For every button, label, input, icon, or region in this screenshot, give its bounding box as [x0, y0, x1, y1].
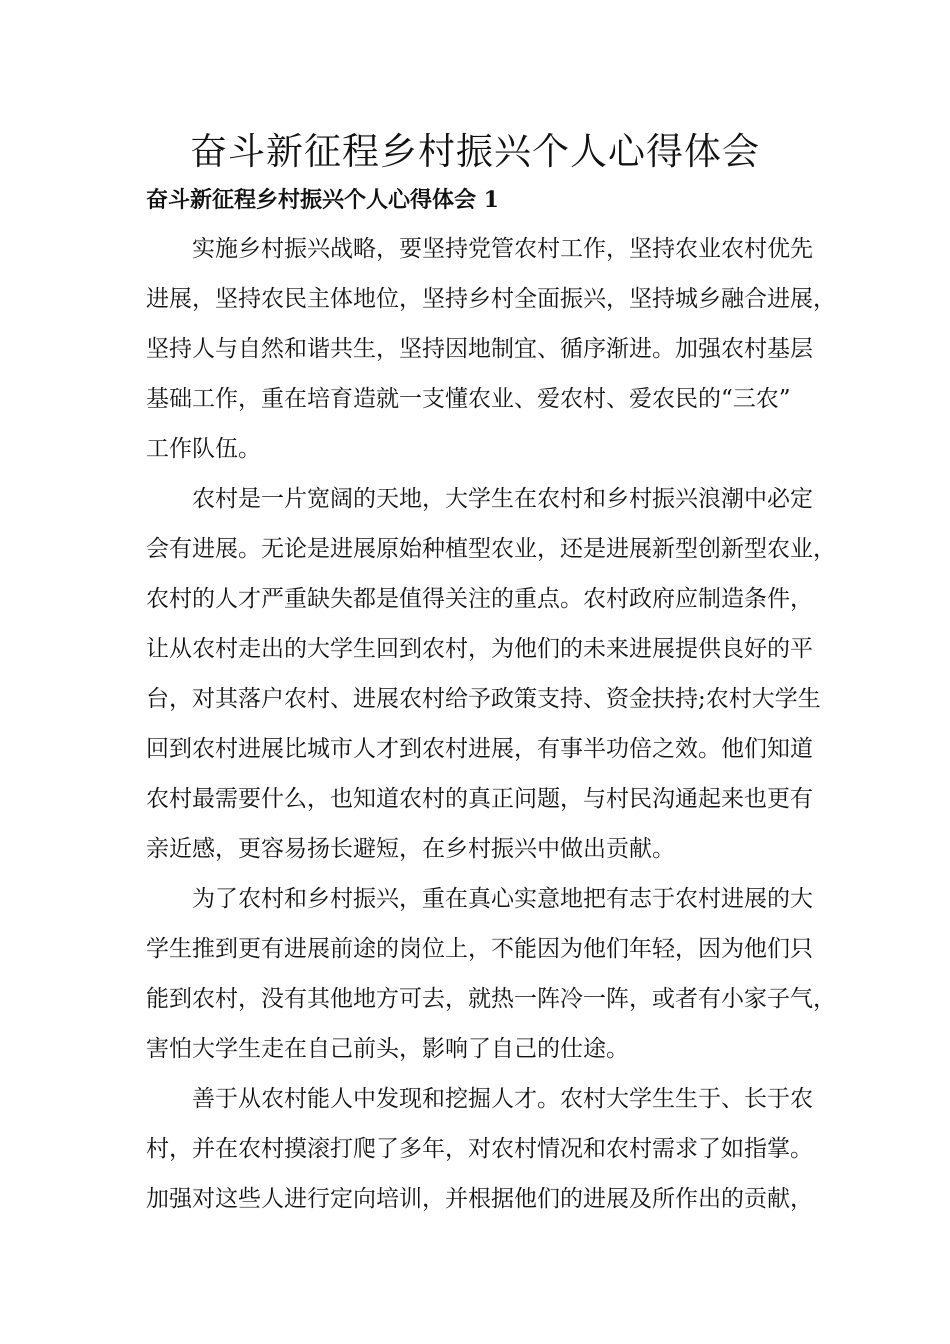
- paragraph-line: 坚持人与自然和谐共生，坚持因地制宜、循序渐进。加强农村基层: [146, 336, 813, 362]
- paragraph-line: 会有进展。无论是进展原始种植型农业，还是进展新型创新型农业，: [146, 536, 836, 562]
- section-heading: 奋斗新征程乡村振兴个人心得体会 1: [146, 187, 499, 213]
- paragraph-line: 农村是一片宽阔的天地，大学生在农村和乡村振兴浪潮中必定: [192, 486, 813, 512]
- paragraph-line: 善于从农村能人中发现和挖掘人才。农村大学生生于、长于农: [192, 1086, 813, 1112]
- paragraph-line: 回到农村进展比城市人才到农村进展，有事半功倍之效。他们知道: [146, 736, 813, 762]
- paragraph-line: 实施乡村振兴战略，要坚持党管农村工作，坚持农业农村优先: [192, 236, 813, 262]
- paragraph-line: 村，并在农村摸滚打爬了多年，对农村情况和农村需求了如指掌。: [146, 1136, 813, 1162]
- paragraph-line: 害怕大学生走在自己前头，影响了自己的仕途。: [146, 1036, 629, 1062]
- paragraph-line: 进展，坚持农民主体地位，坚持乡村全面振兴，坚持城乡融合进展，: [146, 286, 836, 312]
- paragraph-line: 农村最需要什么，也知道农村的真正问题，与村民沟通起来也更有: [146, 786, 813, 812]
- paragraph-line: 为了农村和乡村振兴，重在真心实意地把有志于农村进展的大: [192, 886, 813, 912]
- paragraph-line: 让从农村走出的大学生回到农村，为他们的未来进展提供良好的平: [146, 636, 813, 662]
- paragraph-line: 台，对其落户农村、进展农村给予政策支持、资金扶持;农村大学生: [146, 686, 821, 712]
- paragraph-line: 学生推到更有进展前途的岗位上，不能因为他们年轻，因为他们只: [146, 936, 813, 962]
- paragraph-line: 亲近感，更容易扬长避短，在乡村振兴中做出贡献。: [146, 836, 675, 862]
- paragraph-line: 能到农村，没有其他地方可去，就热一阵冷一阵，或者有小家子气，: [146, 986, 836, 1012]
- paragraph-line: 工作队伍。: [146, 436, 261, 462]
- paragraph-line: 基础工作，重在培育造就一支懂农业、爱农村、爱农民的“三农”: [146, 386, 791, 412]
- paragraph-line: 农村的人才严重缺失都是值得关注的重点。农村政府应制造条件，: [146, 586, 813, 612]
- paragraph-line: 加强对这些人进行定向培训，并根据他们的进展及所作出的贡献，: [146, 1186, 813, 1212]
- document-title: 奋斗新征程乡村振兴个人心得体会: [190, 130, 760, 173]
